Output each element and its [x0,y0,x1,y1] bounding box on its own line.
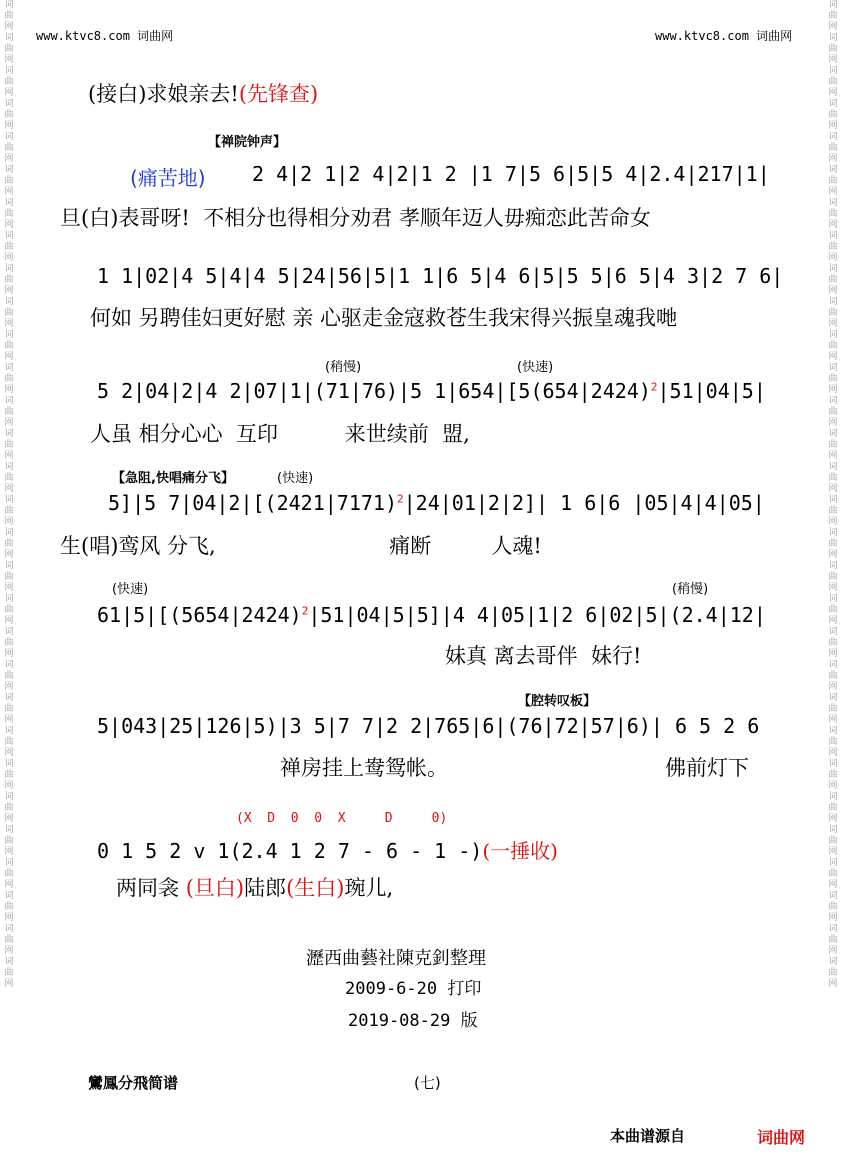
line3-lyric: 何如 另聘佳妇更好慰 亲 心驱走金寇救苍生我宋得兴振皇魂我哋 [90,306,678,330]
line7-lyric-b: 佛前灯下 [665,756,749,780]
line7-notes: 5|043|25|126|5)|3 5|7 7|2 2|765|6|(76|72|57|6)| 6 5 2 6 [97,714,760,738]
line5-notes-tail: |24|01|2|2]| 1 6|6 |05|4|4|05| [403,491,765,515]
footer-source-brand[interactable]: 词曲网 [757,1128,806,1147]
header-left-site[interactable]: www.ktvc8.com 词曲网 [36,29,174,43]
line5-superscript: 2 [396,492,404,506]
line4-notes-main: 5 2|04|2|4 2|07|1|(71|76)|5 1|654|[5(654|2424) [97,379,651,403]
line5-tag-fast: (快速) [277,471,314,486]
line1-lyric [88,78,318,108]
line8-lyric [116,872,393,902]
line8-notes-main: 0 1 5 2 v 1(2.4 1 2 7 - 6 - 1 -) [97,839,483,863]
line4-superscript: 2 [650,380,658,394]
line8-lyric-e: 琬儿, [344,876,394,900]
credit-arranger: 瀝西曲藝社陳克釗整理 [306,948,486,969]
header-right-site[interactable]: www.ktvc8.com 词曲网 [655,29,793,43]
line7-tag: 【腔转叹板】 [518,694,597,709]
line2-lyric: 旦(白)表哥呀! 不相分也得相分劝君 孝顺年迈人毋痴恋此苦命女 [60,206,651,230]
line6-notes [97,603,766,627]
line5-tag-blocked: 【急阻,快唱痛分飞】 [112,471,234,486]
line7-lyric-a: 禅房挂上鸯鸳帐。 [280,756,448,780]
line8-percussion: (X D 0 0 X D 0) [236,811,448,826]
line2-tag: 【禅院钟声】 [208,135,287,150]
credit-version: 2019-08-29 版 [348,1011,478,1031]
line5-notes-main: 5]|5 7|04|2|[(2421|7171) [108,491,397,515]
line8-lyric-d: (生白) [286,876,345,900]
line6-tag-fast: (快速) [112,582,149,597]
line3-notes: 1 1|02|4 5|4|4 5|24|56|5|1 1|6 5|4 6|5|5 5|6 5|4 3|2 7 6| [97,264,784,288]
line6-notes-main: 61|5|[(5654|2424) [97,603,302,627]
line4-notes-tail: |51|04|5| [657,379,766,403]
line8-notes [97,835,558,864]
line8-lyric-b: (旦白) [185,876,245,900]
line4-lyric: 人虽 相分心心 互印 来世续前 盟, [90,422,470,446]
right-watermark: 词曲网词曲网词曲网词曲网词曲网词曲网词曲网词曲网词曲网词曲网词曲网词曲网词曲网词曲网词曲网词曲网词曲网词曲网词曲网词曲网词曲网词曲网词曲网词曲网词曲网词曲网词曲网词曲网词曲网词曲网 [828,0,838,989]
line1-lyric-text: (接白)求娘亲去! [88,82,239,106]
line8-lyric-c: 陆郎 [244,876,287,900]
line6-tag-slow: (稍慢) [672,582,709,597]
credit-print-date: 2009-6-20 打印 [345,979,482,999]
line5-notes [108,491,765,515]
line2-mood: (痛苦地) [130,166,206,190]
line4-tag-slow: (稍慢) [325,360,362,375]
line2-notes: 2 4|2 1|2 4|2|1 2 |1 7|5 6|5|5 4|2.4|217|1| [252,162,770,186]
line4-tag-fast: (快速) [517,360,554,375]
line6-notes-tail: |51|04|5|5]|4 4|05|1|2 6|02|5|(2.4|12| [308,603,766,627]
footer-source-label: 本曲谱源自 [610,1127,686,1145]
footer-page-number: (七) [414,1074,441,1092]
line6-lyric: 妹真 离去哥伴 妹行! [445,644,642,668]
line8-red-tail: (一捶收) [482,839,558,863]
left-watermark: 词曲网词曲网词曲网词曲网词曲网词曲网词曲网词曲网词曲网词曲网词曲网词曲网词曲网词曲网词曲网词曲网词曲网词曲网词曲网词曲网词曲网词曲网词曲网词曲网词曲网词曲网词曲网词曲网词曲网词曲网 [4,0,14,989]
line4-notes [97,379,766,403]
line5-lyric: 生(唱)鸾风 分飞, 痛断 人魂! [60,534,542,558]
line8-lyric-a: 两同衾 [116,876,179,900]
line6-superscript: 2 [301,604,309,618]
line1-lyric-red: (先锋查) [238,82,319,106]
footer-title: 鸞鳳分飛简谱 [88,1074,179,1092]
